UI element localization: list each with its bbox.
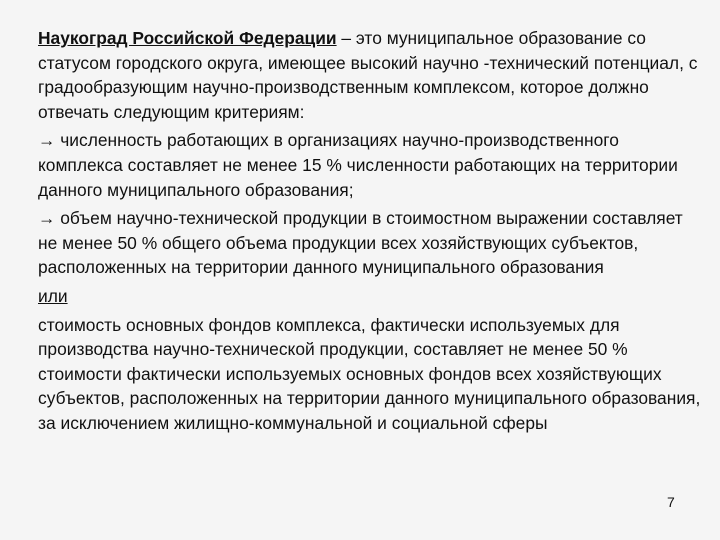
connector-word: или xyxy=(38,285,68,306)
definition-paragraph xyxy=(38,26,702,124)
slide-text xyxy=(38,26,702,436)
arrow-right-icon: → xyxy=(38,208,56,229)
criterion-item xyxy=(38,206,702,280)
criterion-text: численность работающих в организациях научно-производственного комплекса составляет не менее 15 % численности работающих на территории данного муниципального образования; xyxy=(38,130,678,200)
defined-term: Наукоград Российской Федерации xyxy=(38,28,337,48)
page-number: 7 xyxy=(667,494,675,510)
criterion-text: объем научно-технической продукции в стоимостном выражении составляет не менее 50 % общего объема продукции всех хозяйствующих субъектов, расположенных на территории данного муниципального образования xyxy=(38,208,683,278)
connector-paragraph xyxy=(38,284,702,309)
definition-body: – это муниципальное образование со статусом городского округа, имеющее высокий научно -технический потенциал, с градообразующим научно-производственным комплексом, которое должно отвечать следующим критериям: xyxy=(38,28,698,122)
criterion-item xyxy=(38,128,702,202)
alternative-criterion: стоимость основных фондов комплекса, фактически используемых для производства научно-технической продукции, составляет не менее 50 % стоимости фактически используемых основных фондов всех хозяйствующих субъектов, расположенных на территории данного муниципального образования, за исключением жилищно-коммунальной и социальной сферы xyxy=(38,314,701,433)
arrow-right-icon: → xyxy=(38,130,56,151)
